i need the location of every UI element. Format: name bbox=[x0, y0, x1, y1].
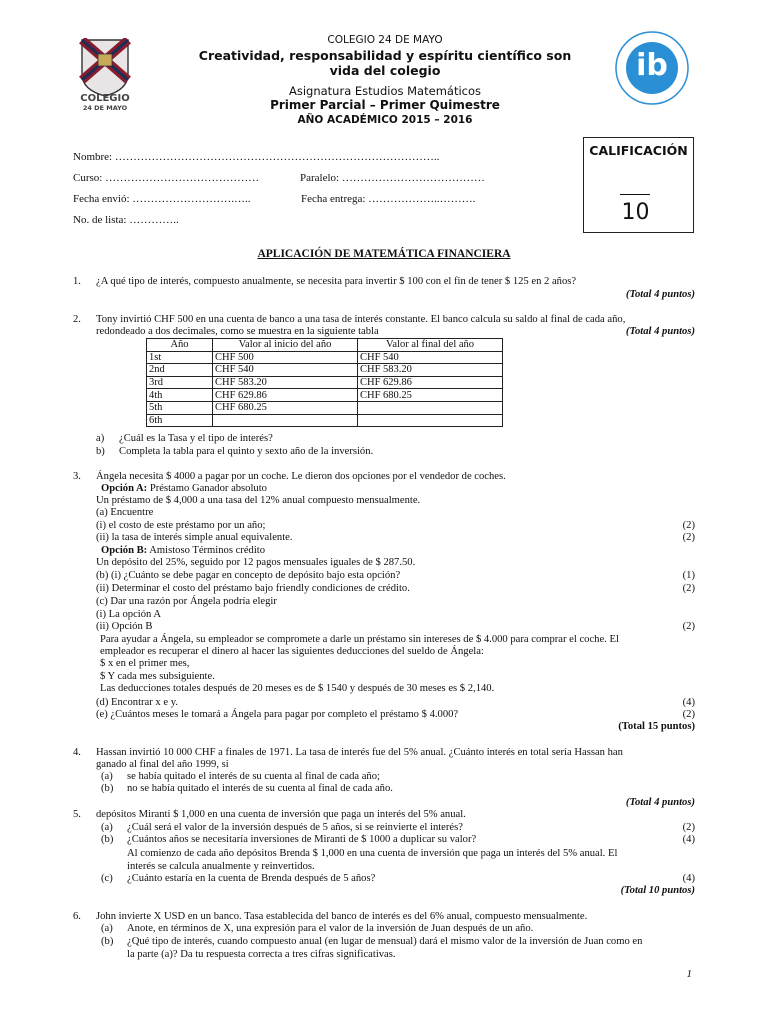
table-cell: CHF 629.86 bbox=[358, 376, 503, 389]
q3-number: 3. bbox=[73, 471, 81, 482]
table-row bbox=[147, 376, 503, 389]
table-cell: 5th bbox=[147, 401, 213, 414]
table-cell: CHF 583.20 bbox=[358, 364, 503, 377]
q3-a: (a) Encuentre bbox=[96, 507, 154, 518]
q3-c: (c) Dar una razón por Ángela podría elegir bbox=[96, 596, 277, 607]
q6-a-text: Anote, en términos de X, una expresión para el valor de la inversión de Juan después de un año. bbox=[127, 923, 534, 934]
table-cell: CHF 680.25 bbox=[213, 401, 358, 414]
fecha-envio-field[interactable]: Fecha envió: ……………………….….. bbox=[73, 193, 251, 205]
page-number: 1 bbox=[686, 968, 692, 980]
table-cell: CHF 583.20 bbox=[213, 376, 358, 389]
logo-text-1: COLEGIO bbox=[80, 93, 130, 104]
q3-option-b-text: Amistoso Términos crédito bbox=[147, 545, 266, 556]
q2-a-label: a) bbox=[96, 433, 105, 444]
table-cell bbox=[213, 414, 358, 427]
q3-d: (d) Encontrar x e y. bbox=[96, 697, 178, 708]
academic-year: AÑO ACADÉMICO 2015 – 2016 bbox=[297, 114, 473, 126]
q5-a-points: (2) bbox=[682, 822, 695, 833]
ib-logo-text: ib bbox=[636, 48, 668, 83]
q6-b-text-2: la parte (a)? Da tu respuesta correcta a tres cifras significativas. bbox=[127, 949, 396, 960]
q3-paragraph-3: $ x en el primer mes, bbox=[100, 658, 190, 669]
q3-option-a-label: Opción A: bbox=[101, 483, 148, 494]
q5-b-label: (b) bbox=[101, 834, 114, 845]
q3-option-b-label: Opción B: bbox=[101, 545, 148, 556]
q6-a-label: (a) bbox=[101, 923, 113, 934]
table-cell: 2nd bbox=[147, 364, 213, 377]
subject: Asignatura Estudios Matemáticos bbox=[288, 84, 481, 98]
q2-a-text: ¿Cuál es la Tasa y el tipo de interés? bbox=[119, 433, 273, 444]
q3-total-points: (Total 15 puntos) bbox=[618, 721, 695, 732]
q3-e-points: (2) bbox=[682, 709, 695, 720]
school-logo bbox=[78, 38, 132, 116]
curso-field[interactable]: Curso: …………………………………… bbox=[73, 172, 260, 184]
table-header-cell: Valor al inicio del año bbox=[213, 339, 358, 352]
table-header-row bbox=[147, 339, 503, 352]
q5-c-text: ¿Cuánto estaría en la cuenta de Brenda después de 5 años? bbox=[127, 873, 376, 884]
grade-fraction-bar bbox=[620, 194, 650, 195]
school-name: COLEGIO 24 DE MAYO bbox=[327, 34, 443, 46]
exam-title: Primer Parcial – Primer Quimestre bbox=[270, 98, 500, 112]
q6-number: 6. bbox=[73, 911, 81, 922]
q4-b-label: (b) bbox=[101, 783, 114, 794]
table-header-cell: Año bbox=[147, 339, 213, 352]
table-row bbox=[147, 364, 503, 377]
grade-denominator: 10 bbox=[621, 200, 650, 225]
q3-a-i: (i) el costo de este préstamo por un año; bbox=[96, 520, 266, 531]
table-cell bbox=[358, 414, 503, 427]
q5-b-text: ¿Cuántos años se necesitaría inversiones de Miranti de $ 1000 a duplicar su valor? bbox=[127, 834, 477, 845]
ib-logo bbox=[614, 30, 690, 106]
q3-a-i-points: (2) bbox=[682, 520, 695, 531]
table-cell: CHF 680.25 bbox=[358, 389, 503, 402]
q3-option-a-desc: Un préstamo de $ 4,000 a una tasa del 12% anual compuesto mensualmente. bbox=[96, 495, 421, 506]
q4-b-text: no se había quitado el interés de su cuenta al final de cada año. bbox=[127, 783, 393, 794]
q4-text-2: ganado al final del año 1999, si bbox=[96, 759, 229, 770]
q4-a-text: se había quitado el interés de su cuenta al final de cada año; bbox=[127, 771, 380, 782]
table-cell: 6th bbox=[147, 414, 213, 427]
q2-points: (Total 4 puntos) bbox=[625, 326, 695, 337]
table-row bbox=[147, 389, 503, 402]
q2-b-text: Completa la tabla para el quinto y sexto año de la inversión. bbox=[119, 446, 374, 457]
q3-intro: Ángela necesita $ 4000 a pagar por un coche. Le dieron dos opciones por el vendedor de coches. bbox=[96, 471, 506, 482]
q2-b-label: b) bbox=[96, 446, 105, 457]
motto-line-1: Creatividad, responsabilidad y espíritu científico son bbox=[198, 48, 572, 63]
q3-a-ii: (ii) la tasa de interés simple anual equivalente. bbox=[96, 532, 293, 543]
nombre-field[interactable]: Nombre: …………………………………………………………………………….. bbox=[73, 151, 440, 163]
table-cell: CHF 629.86 bbox=[213, 389, 358, 402]
q3-b-i-points: (1) bbox=[682, 570, 695, 581]
table-cell: CHF 540 bbox=[213, 364, 358, 377]
q2-text-1: Tony invirtió CHF 500 en una cuenta de banco a una tasa de interés constante. El banco calcula su saldo al final de cada año, bbox=[96, 314, 626, 325]
q3-e: (e) ¿Cuántos meses le tomará a Ángela para pagar por completo el préstamo $ 4.000? bbox=[96, 709, 459, 720]
table-header-cell: Valor al final del año bbox=[358, 339, 503, 352]
q3-b-i: (b) (i) ¿Cuánto se debe pagar en concepto de depósito bajo esta opción? bbox=[96, 570, 401, 581]
q3-paragraph-1: Para ayudar a Ángela, su empleador se compromete a darle un préstamo sin intereses de $ 4.000 para comprar el coche. El bbox=[100, 634, 619, 645]
table-cell: 1st bbox=[147, 351, 213, 364]
grade-label: CALIFICACIÓN bbox=[589, 143, 688, 158]
q6-text: John invierte X USD en un banco. Tasa establecida del banco de interés es del 6% anual, compuesto mensualmente. bbox=[96, 911, 588, 922]
table-cell: 4th bbox=[147, 389, 213, 402]
q5-number: 5. bbox=[73, 809, 81, 820]
q6-b-text: ¿Qué tipo de interés, cuando compuesto anual (en lugar de mensual) dará el mismo valor de la inversión de Juan como en bbox=[127, 936, 643, 947]
q3-b-ii: (ii) Determinar el costo del préstamo bajo friendly condiciones de crédito. bbox=[96, 583, 410, 594]
q4-a-label: (a) bbox=[101, 771, 113, 782]
q5-b-text-3: interés se calcula anualmente y reinvertidos. bbox=[127, 861, 315, 872]
table-cell: 3rd bbox=[147, 376, 213, 389]
q3-option-b bbox=[101, 545, 695, 558]
q1-points: (Total 4 puntos) bbox=[625, 289, 695, 300]
table-row bbox=[147, 414, 503, 427]
paralelo-field[interactable]: Paralelo: ………………………………… bbox=[300, 172, 485, 184]
q3-c-i: (i) La opción A bbox=[96, 609, 162, 620]
table-cell: CHF 540 bbox=[358, 351, 503, 364]
q3-paragraph-5: Las deducciones totales después de 20 meses es de $ 1540 y después de 30 meses es $ 2,140. bbox=[100, 683, 495, 694]
q3-d-points: (4) bbox=[682, 697, 695, 708]
q3-b-ii-points: (2) bbox=[682, 583, 695, 594]
q5-c-label: (c) bbox=[101, 873, 113, 884]
q6-b-label: (b) bbox=[101, 936, 114, 947]
table-cell bbox=[358, 401, 503, 414]
lista-field[interactable]: No. de lista: ………….. bbox=[73, 214, 179, 226]
q3-paragraph-2: empleador es recuperar el dinero al hacer las siguientes deducciones del sueldo de Ángela: bbox=[100, 646, 484, 657]
q2-text-2: redondeado a dos decimales, como se muestra en la siguiente tabla bbox=[96, 326, 379, 337]
q4-points: (Total 4 puntos) bbox=[625, 797, 695, 808]
q1-text: ¿A qué tipo de interés, compuesto anualmente, se necesita para invertir $ 100 con el fin de tener $ 125 en 2 años? bbox=[96, 276, 577, 287]
investment-table bbox=[146, 338, 503, 427]
q3-option-b-desc: Un depósito del 25%, seguido por 12 pagos mensuales iguales de $ 287.50. bbox=[96, 557, 416, 568]
q5-a-text: ¿Cuál será el valor de la inversión después de 5 años, si se reinvierte el interés? bbox=[127, 822, 463, 833]
q4-text-1: Hassan invirtió 10 000 CHF a finales de 1971. La tasa de interés fue del 5% anual. ¿Cuánto interés en total sería Hassan han bbox=[96, 747, 623, 758]
q3-paragraph-4: $ Y cada mes subsiguiente. bbox=[100, 671, 215, 682]
q5-c-points: (4) bbox=[682, 873, 695, 884]
q2-number: 2. bbox=[73, 314, 81, 325]
grade-box bbox=[583, 137, 694, 233]
q5-text: depósitos Miranti $ 1,000 en una cuenta de inversión que paga un interés del 5% anual. bbox=[96, 809, 466, 820]
q3-option-a bbox=[101, 483, 695, 496]
q5-b-text-2: Al comienzo de cada año depósitos Brenda $ 1,000 en una cuenta de inversión que paga un interés del 5% anual. El bbox=[127, 848, 618, 859]
q4-number: 4. bbox=[73, 747, 81, 758]
q3-c-ii: (ii) Opción B bbox=[96, 621, 153, 632]
q1-number: 1. bbox=[73, 276, 81, 287]
fecha-entrega-field[interactable]: Fecha entrega: ………………..………. bbox=[301, 193, 476, 205]
worksheet-title: APLICACIÓN DE MATEMÁTICA FINANCIERA bbox=[257, 248, 511, 260]
motto-line-2: vida del colegio bbox=[329, 63, 441, 78]
q5-points: (Total 10 puntos) bbox=[620, 885, 695, 896]
q3-c-points: (2) bbox=[682, 621, 695, 632]
q3-option-a-text: Préstamo Ganador absoluto bbox=[147, 483, 267, 494]
logo-text-2: 24 DE MAYO bbox=[82, 104, 128, 112]
table-row bbox=[147, 351, 503, 364]
table-cell: CHF 500 bbox=[213, 351, 358, 364]
q3-a-ii-points: (2) bbox=[682, 532, 695, 543]
q5-b-points: (4) bbox=[682, 834, 695, 845]
q5-a-label: (a) bbox=[101, 822, 113, 833]
table-row bbox=[147, 401, 503, 414]
